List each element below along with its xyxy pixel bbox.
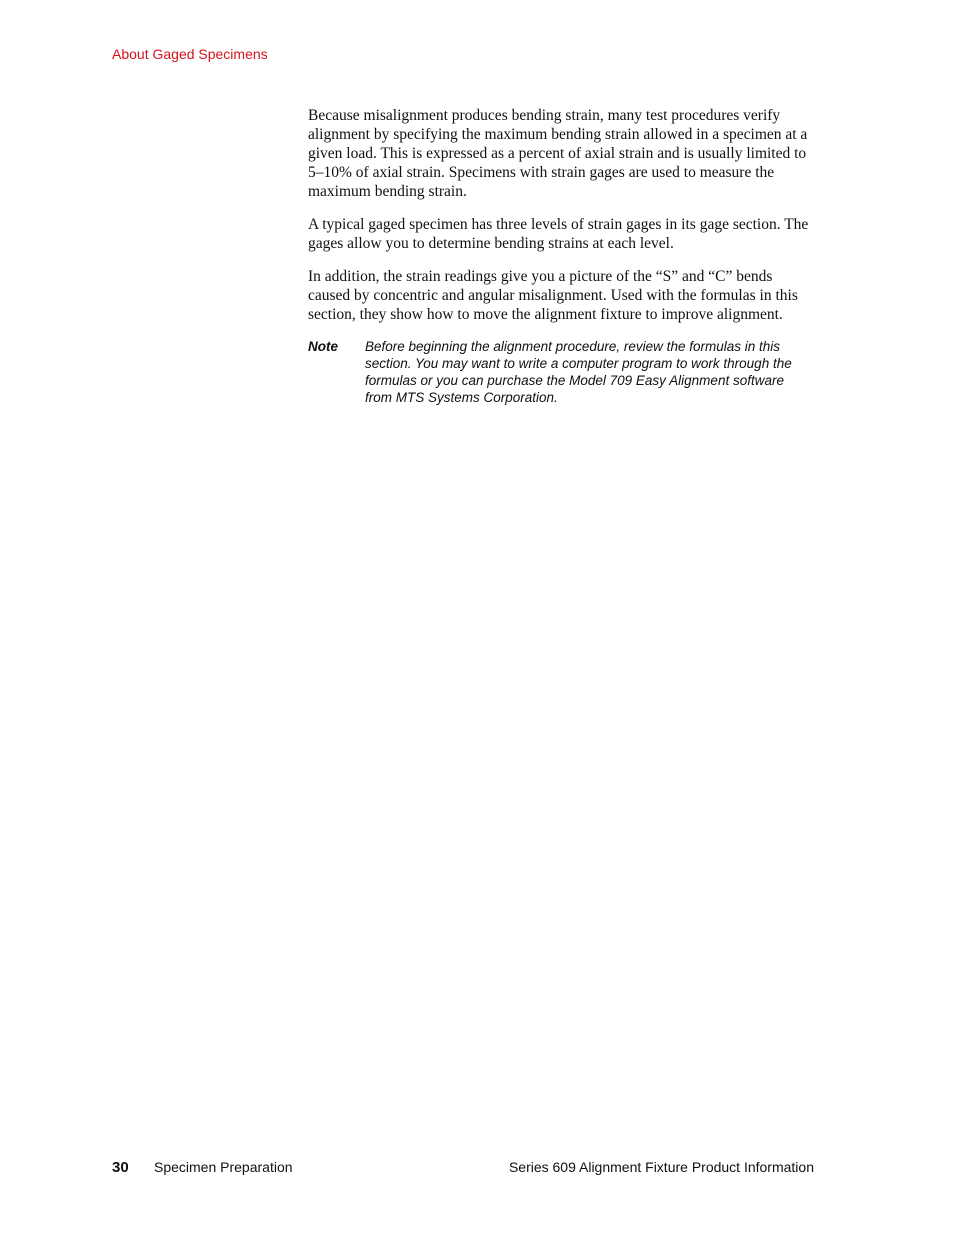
- note-label: Note: [308, 339, 338, 354]
- paragraph-bending-strain: Because misalignment produces bending strain, many test procedures verify alignment by specifying the maximum bending strain allowed in a specimen at a given load. This is expressed as a percent of axial strain and is usually limited to 5–10% of axial strain. Specimens with strain gages are used to measure the maximum bending strain.: [308, 107, 808, 200]
- note-block: [308, 338, 814, 406]
- paragraph-gaged-specimen: A typical gaged specimen has three levels of strain gages in its gage section. The gages allow you to determine bending strains at each level.: [308, 216, 809, 252]
- note-text: Before beginning the alignment procedure, review the formulas in this section. You may want to write a computer program to work through the formulas or you can purchase the Model 709 Easy Alignment software from MTS Systems Corporation.: [365, 339, 792, 405]
- paragraph-s-c-bends: In addition, the strain readings give you a picture of the “S” and “C” bends caused by concentric and angular misalignment. Used with the formulas in this section, they show how to move the alignment fixture to improve alignment.: [308, 268, 798, 323]
- page-number: 30: [112, 1159, 129, 1176]
- body-text-column: [308, 106, 814, 406]
- footer-document-title: Series 609 Alignment Fixture Product Information: [508, 1159, 814, 1175]
- running-header-section-title: About Gaged Specimens: [112, 46, 268, 62]
- footer-chapter-name: Specimen Preparation: [154, 1159, 293, 1175]
